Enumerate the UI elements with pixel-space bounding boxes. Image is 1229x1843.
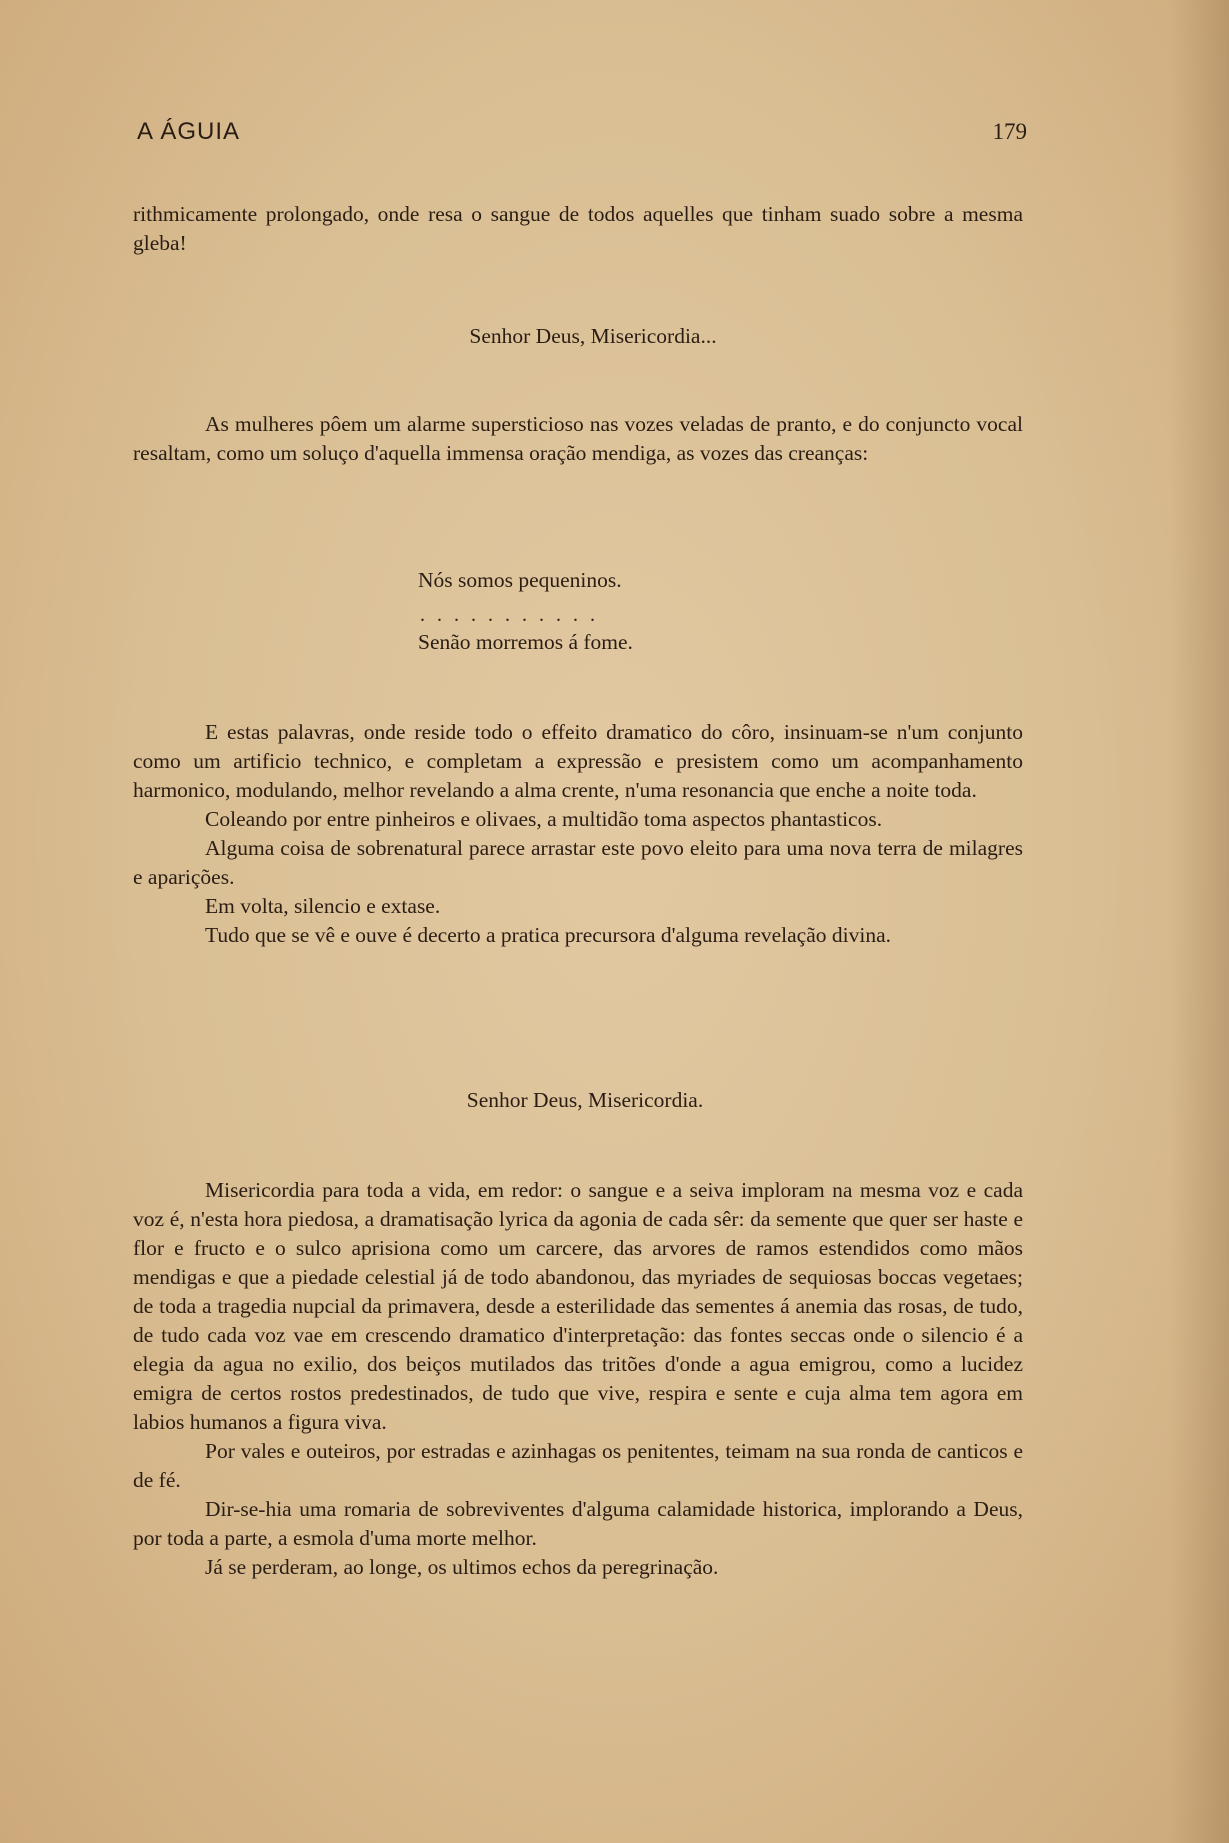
page-edge-shadow <box>1169 0 1229 1843</box>
paragraph-women <box>133 410 1023 468</box>
paragraph: Coleando por entre pinheiros e olivaes, a multidão toma aspectos phantasticos. <box>205 807 883 831</box>
paragraph: E estas palavras, onde reside todo o effeito dramatico do côro, insinuam-se n'um conjunto como um artificio technico, e completam a expressão e presistem como um acompanhamento harmonico, modulando, melhor revelando a alma crente, n'uma resonancia que enche a noite toda. <box>133 720 1023 802</box>
paragraph: Alguma coisa de sobrenatural parece arrastar este povo eleito para uma nova terra de milagres e aparições. <box>133 836 1023 889</box>
verse-line-1: Nós somos pequeninos. <box>418 568 622 592</box>
journal-title: A ÁGUIA <box>137 118 241 145</box>
verse-line-2: Senão morremos á fome. <box>418 630 633 654</box>
paragraph: Dir-se-hia uma romaria de sobreviventes d'alguma calamidade historica, implorando a Deus, por toda a parte, a esmola d'uma morte melhor. <box>133 1497 1023 1550</box>
verse-ellipsis: ........... <box>420 604 607 626</box>
page-header <box>137 118 1027 146</box>
paragraph: Já se perderam, ao longe, os ultimos echos da peregrinação. <box>205 1555 719 1579</box>
refrain-second: Senhor Deus, Misericordia. <box>466 1088 704 1112</box>
paragraph: rithmicamente prolongado, onde resa o sangue de todos aquelles que tinham suado sobre a mesma gleba! <box>133 202 1023 255</box>
paragraph-block-1 <box>133 718 1023 950</box>
refrain-first: Senhor Deus, Misericordia... <box>469 324 717 348</box>
paragraph: Misericordia para toda a vida, em redor: o sangue e a seiva imploram na mesma voz e cada voz é, n'esta hora piedosa, a dramatisação lyrica da agonia de cada sêr: da semente que quer ser haste e flor e fructo e o sulco aprisiona como um carcere, das arvores de ramos estendidos como mãos mendigas e que a piedade celestial já de todo abandonou, das myriades de sequiosas boccas vegetaes; de toda a tragedia nupcial da primavera, desde a esterilidade das sementes á anemia das rosas, de tudo, de tudo cada voz vae em crescendo dramatico d'interpretação: das fontes seccas onde o silencio é a elegia da agua no exilio, dos beiços mutilados das tritões d'onde a agua emigrou, como a lucidez emigra de certos rostos predestinados, de tudo que vive, respira e sente e cuja alma tem agora em labios humanos a figura viva. <box>133 1178 1023 1434</box>
paragraph-block-2 <box>133 1176 1023 1582</box>
paragraph: As mulheres pôem um alarme supersticioso nas vozes veladas de pranto, e do conjuncto vocal resaltam, como um soluço d'aquella immensa oração mendiga, as vozes das creanças: <box>133 412 1023 465</box>
paragraph: Por vales e outeiros, por estradas e azinhagas os penitentes, teimam na sua ronda de canticos e de fé. <box>133 1439 1023 1492</box>
paragraph: Em volta, silencio e extase. <box>205 894 441 918</box>
paragraph: Tudo que se vê e ouve é decerto a pratica precursora d'alguma revelação divina. <box>205 923 892 947</box>
page-number: 179 <box>992 119 1027 144</box>
paragraph-continuation <box>133 200 1023 258</box>
